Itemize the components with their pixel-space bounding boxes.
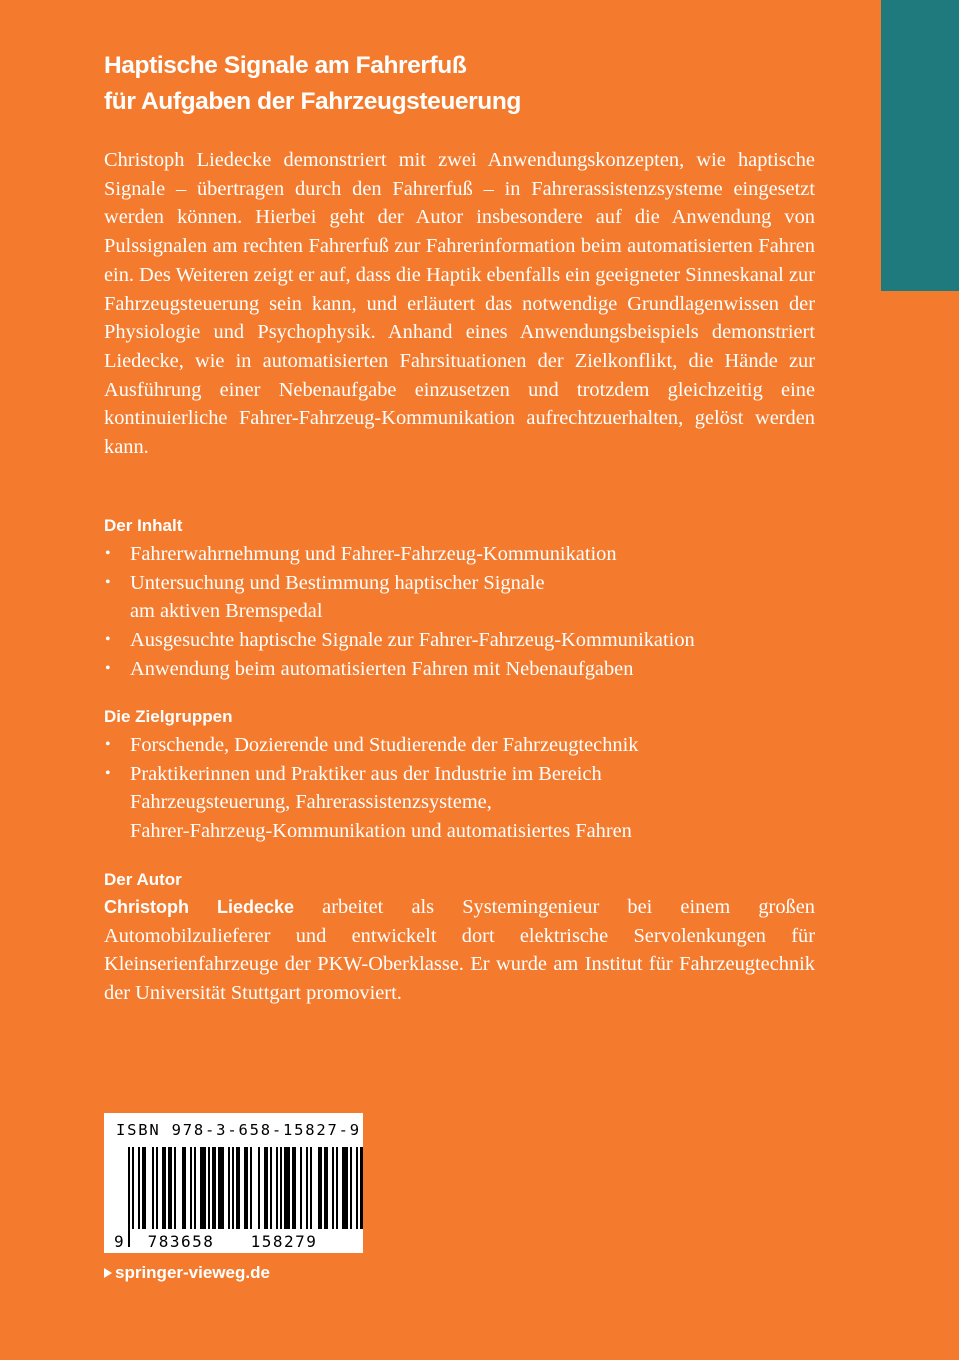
arrow-right-icon [104, 1268, 112, 1278]
barcode-bar [306, 1147, 308, 1229]
barcode-bar [336, 1147, 338, 1229]
barcode-bar [152, 1147, 154, 1229]
barcode-bar [342, 1147, 348, 1229]
barcode-bar [162, 1147, 166, 1229]
barcode-digit-first: 9 [114, 1232, 124, 1251]
barcode-bar [350, 1147, 352, 1229]
barcode-bar [324, 1147, 328, 1229]
barcode-bar [264, 1147, 268, 1229]
barcode-bar [300, 1147, 302, 1229]
isbn-label: ISBN 978-3-658-15827-9 [116, 1121, 361, 1139]
barcode-bar [356, 1147, 358, 1229]
list-item [104, 540, 824, 569]
barcode-bar [258, 1147, 260, 1229]
list-item-text: Praktikerinnen und Praktiker aus der Industrie im Bereich [130, 762, 602, 785]
barcode-bar [284, 1147, 290, 1229]
barcode-bar [310, 1147, 312, 1229]
bullet-icon: • [105, 573, 111, 591]
list-item [104, 760, 824, 846]
barcode-bar [208, 1147, 210, 1229]
isbn-barcode [104, 1113, 363, 1253]
list-item [104, 569, 824, 626]
list-item-text: Fahrzeugsteuerung, Fahrerassistenzsysteme, [130, 791, 492, 814]
author-bio [104, 893, 815, 1008]
inhalt-list [104, 540, 824, 684]
bullet-icon: • [105, 545, 111, 562]
barcode-bar [128, 1147, 130, 1247]
list-item-text: Forschende, Dozierende und Studierende der Fahrzeugtechnik [130, 734, 639, 756]
title-line-2: für Aufgaben der Fahrzeugsteuerung [104, 88, 521, 115]
barcode-bar [292, 1147, 296, 1229]
barcode-bar [174, 1147, 176, 1229]
barcode-bar [318, 1147, 322, 1229]
barcode-bar [244, 1147, 248, 1229]
barcode-bar [142, 1147, 146, 1229]
title-line-1: Haptische Signale am Fahrerfuß [104, 52, 467, 79]
bullet-icon: • [105, 764, 111, 782]
list-item-text: Untersuchung und Bestimmung haptischer Signale [130, 571, 545, 594]
barcode-digits-left: 783658 [147, 1232, 215, 1251]
barcode-bar [212, 1147, 216, 1229]
barcode-digits-right: 158279 [250, 1232, 318, 1251]
barcode-bar [156, 1147, 158, 1229]
list-item-text: Fahrerwahrnehmung und Fahrer-Fahrzeug-Kommunikation [130, 543, 617, 565]
author-bio-text: arbeitet als Systemingenieur bei einem großen Automobilzulieferer und entwickelt dort elektrische Servolenkungen für Kleinserienfahrzeuge der PKW-Oberklasse. Er wurde am Institut für Fahrzeugtechnik der Universität Stuttgart promoviert. [104, 896, 815, 1005]
publisher-url: springer-vieweg.de [115, 1263, 270, 1282]
bullet-icon: • [105, 736, 111, 753]
barcode-bar [228, 1147, 230, 1229]
barcode-bar [182, 1147, 186, 1229]
autor-heading: Der Autor [104, 870, 182, 889]
barcode-bar [138, 1147, 140, 1229]
book-title [104, 48, 824, 120]
barcode-bar [200, 1147, 206, 1229]
book-description: Christoph Liedecke demonstriert mit zwei Anwendungskonzepten, wie haptische Signale – übertragen durch den Fahrerfuß – in Fahrerassistenzsysteme eingesetzt werden können. Hierbei geht der Autor insbesondere auf die Anwendung von Pulssignalen am rechten Fahrerfuß zur Fahrerinformation beim automatisierten Fahren ein. Des Weiteren zeigt er auf, dass die Haptik ebenfalls ein geeigneter Sinneskanal zur Fahrzeugsteuerung sein kann, und erläutert das notwendige Grundlagenwissen der Physiologie und Psychophysik. Anhand eines Anwendungsbeispiels demonstriert Liedecke, wie in automatisierten Fahrsituationen der Zielkonflikt, die Hände zur Ausführung einer Nebenaufgabe einzusetzen und trotzdem gleichzeitig eine kontinuierliche Fahrer-Fahrzeug-Kommunikation aufrechtzuerhalten, gelöst werden kann. [104, 149, 815, 459]
barcode-bar [168, 1147, 172, 1229]
bullet-icon: • [105, 631, 111, 649]
barcode-bar [270, 1147, 272, 1229]
barcode-bar [218, 1147, 224, 1229]
author-name: Christoph Liedecke [104, 897, 295, 917]
list-item-text: Anwendung beim automatisierten Fahren mit Nebenaufgaben [130, 657, 634, 680]
barcode-bar [190, 1147, 192, 1229]
barcode-graphic [104, 1113, 363, 1253]
bullet-icon: • [105, 659, 111, 677]
barcode-bar [194, 1147, 196, 1229]
list-item-text: Ausgesuchte haptische Signale zur Fahrer-Fahrzeug-Kommunikation [130, 629, 695, 652]
list-item-text: Fahrer-Fahrzeug-Kommunikation und automatisiertes Fahren [130, 820, 632, 843]
barcode-bar [332, 1147, 334, 1229]
publisher-link[interactable] [104, 1263, 270, 1283]
barcode-bar [236, 1147, 240, 1229]
list-item-text: am aktiven Bremspedal [130, 600, 323, 623]
barcode-bar [360, 1147, 363, 1229]
barcode-bar [232, 1147, 234, 1229]
list-item [104, 626, 824, 655]
inhalt-heading: Der Inhalt [104, 516, 183, 535]
zielgruppen-heading: Die Zielgruppen [104, 707, 233, 726]
accent-tab [881, 0, 959, 291]
list-item [104, 655, 824, 684]
zielgruppen-list [104, 731, 824, 846]
barcode-bar [250, 1147, 252, 1229]
list-item [104, 731, 824, 760]
